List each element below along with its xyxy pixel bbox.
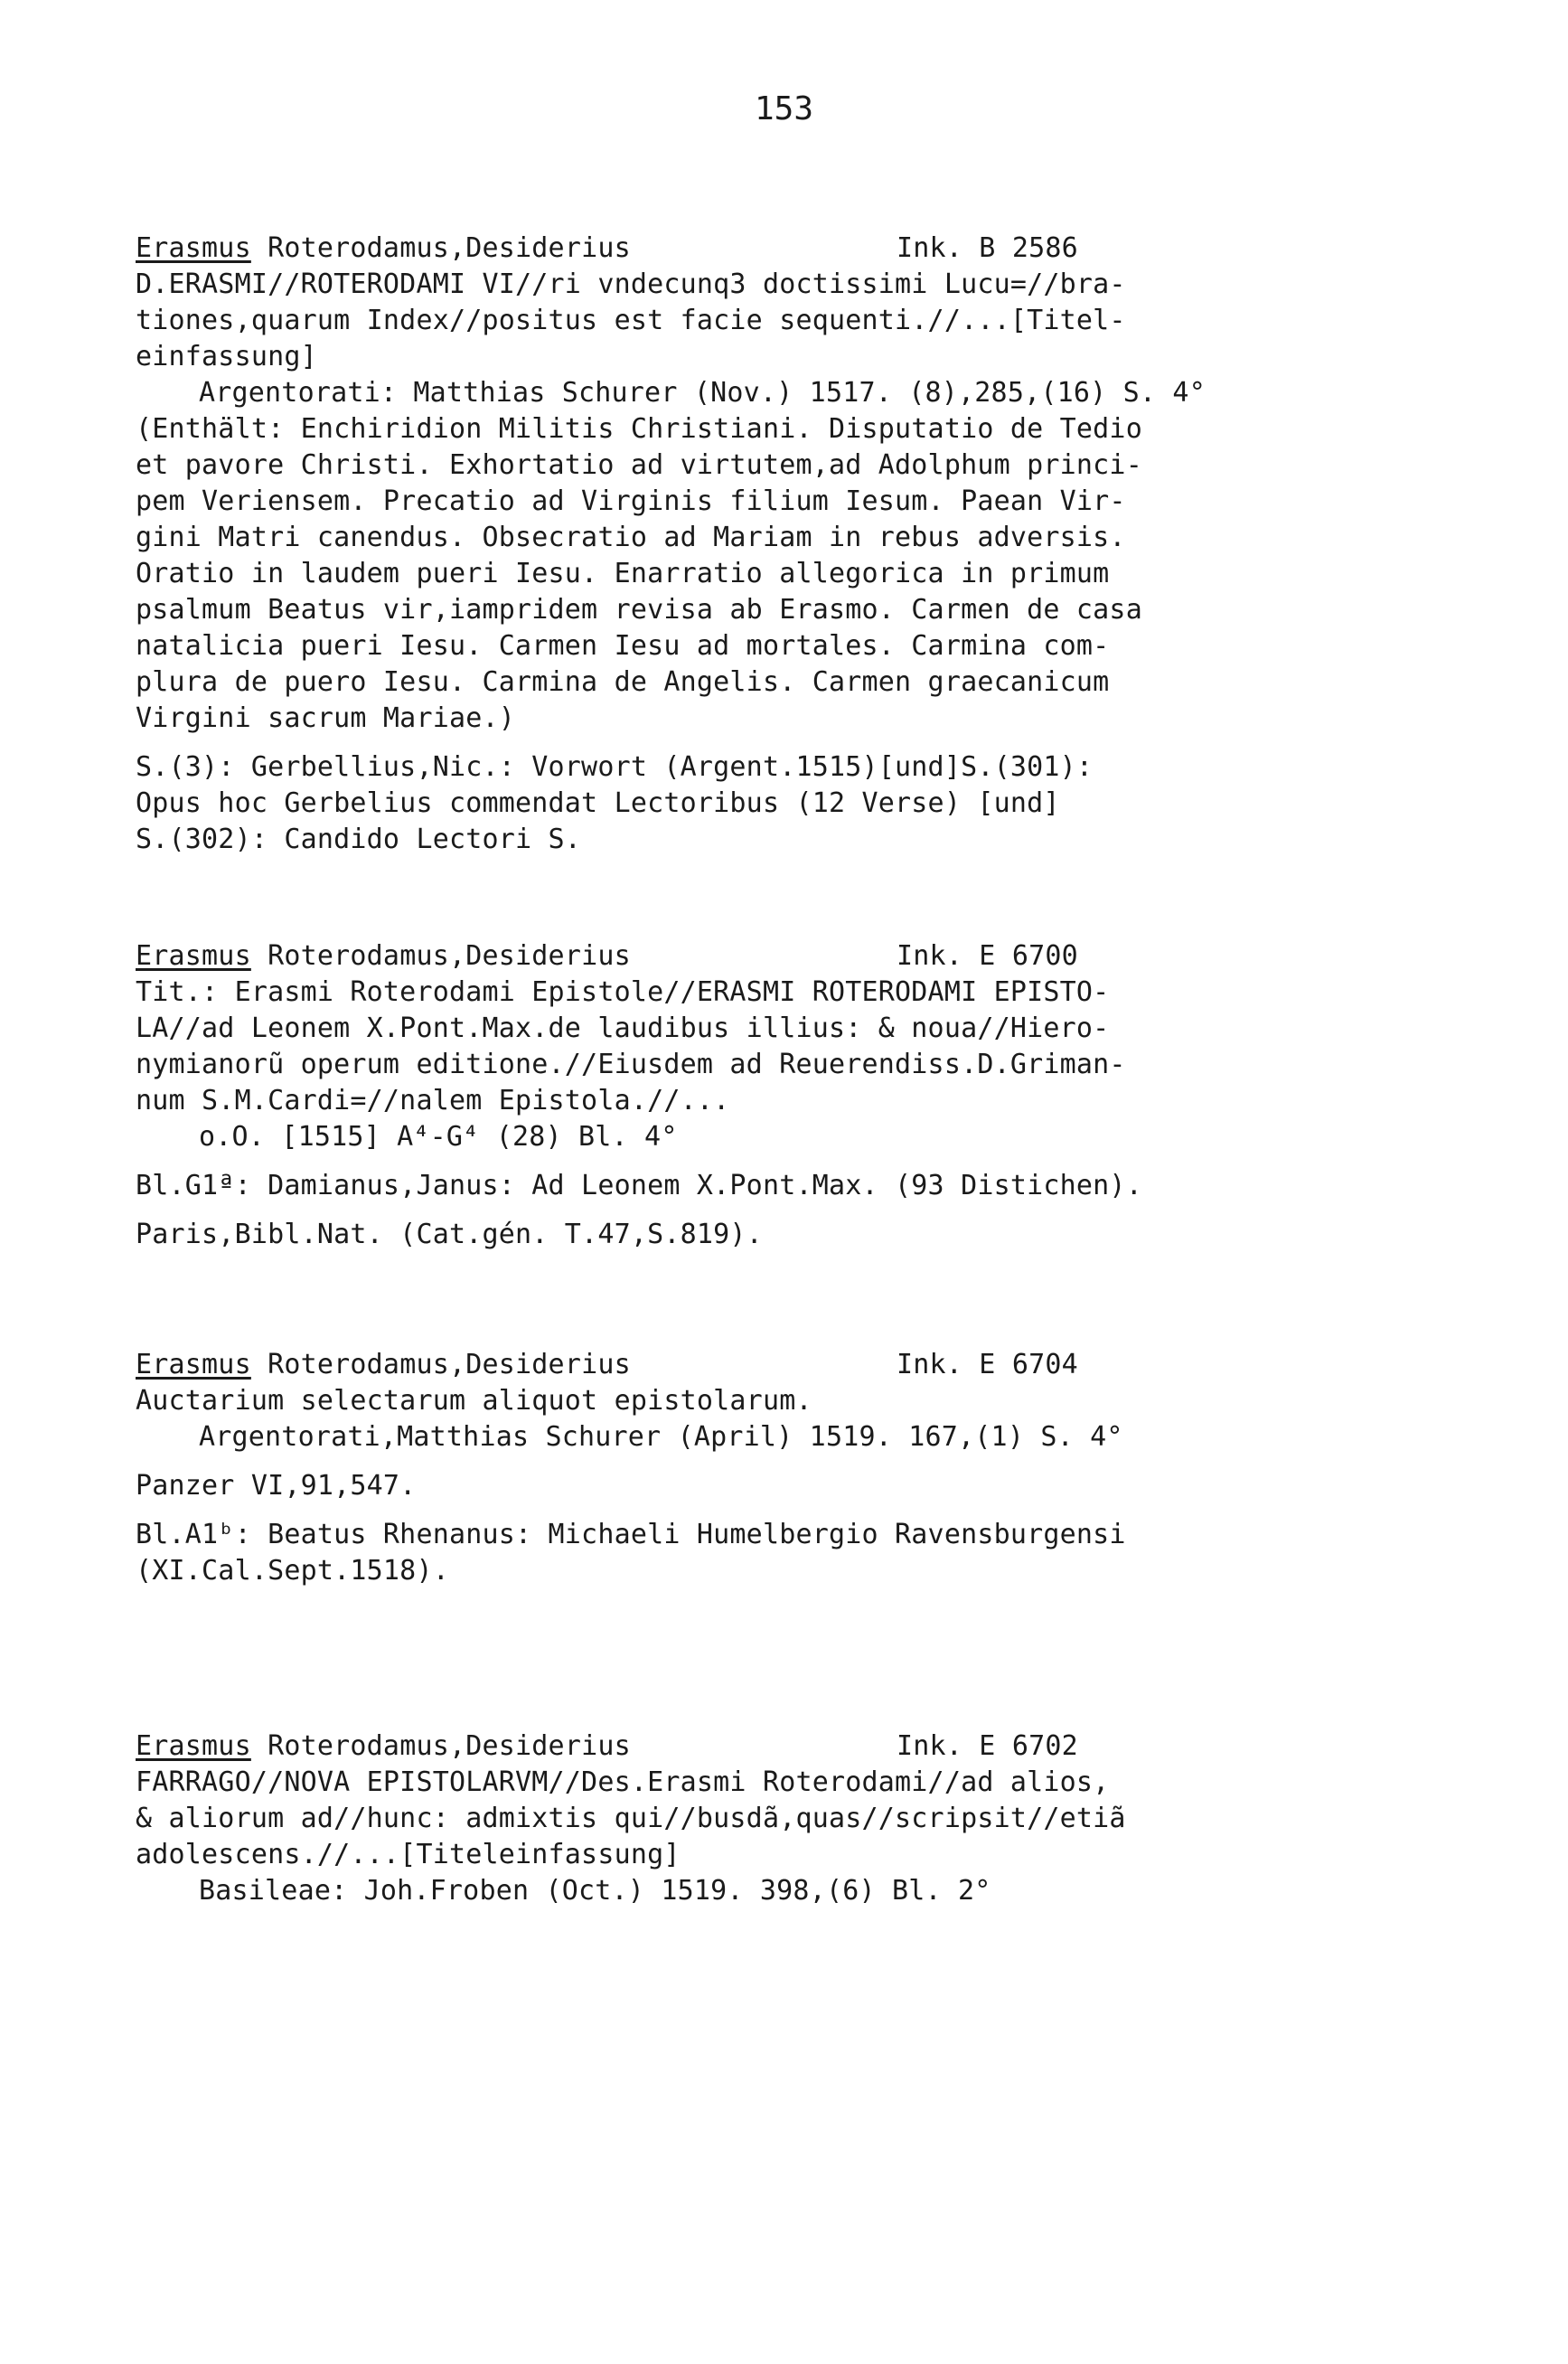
catalog-entry	[136, 938, 1338, 1253]
text-line: LA//ad Leonem X.Pont.Max.de laudibus illius: & noua//Hiero-	[136, 1012, 1110, 1044]
text-line: Opus hoc Gerbelius commendat Lectoribus (12 Verse) [und]	[136, 787, 1060, 819]
shelfmark: Ink. E 6702	[897, 1730, 1078, 1762]
text-line: pem Veriensem. Precatio ad Virginis filium Iesum. Paean Vir-	[136, 485, 1126, 517]
author-name	[136, 1728, 897, 1765]
text-line: gini Matri canendus. Obsecratio ad Mariam in rebus adversis.	[136, 522, 1126, 553]
author-surname: Erasmus	[136, 940, 251, 972]
text-line: Paris,Bibl.Nat. (Cat.gén. T.47,S.819).	[136, 1219, 763, 1250]
text-line: Panzer VI,91,547.	[136, 1470, 417, 1502]
imprint-line: Basileae: Joh.Froben (Oct.) 1519. 398,(6) Bl. 2°	[199, 1875, 991, 1907]
text-line: Auctarium selectarum aliquot epistolarum.	[136, 1385, 812, 1417]
author-name	[136, 938, 897, 975]
text-line: (XI.Cal.Sept.1518).	[136, 1555, 449, 1587]
text-line: plura de puero Iesu. Carmina de Angelis. Carmen graecanicum	[136, 666, 1110, 698]
shelfmark: Ink. E 6704	[897, 1349, 1078, 1380]
entry-header	[136, 231, 1338, 267]
author-forename: Roterodamus,Desiderius	[250, 232, 631, 264]
author-surname: Erasmus	[136, 232, 251, 264]
text-line: FARRAGO//NOVA EPISTOLARVM//Des.Erasmi Roterodami//ad alios,	[136, 1766, 1110, 1798]
text-line: adolescens.//...[Titeleinfassung]	[136, 1839, 681, 1870]
text-line: Oratio in laudem pueri Iesu. Enarratio allegorica in primum	[136, 558, 1110, 589]
text-line: S.(3): Gerbellius,Nic.: Vorwort (Argent.1515)[und]S.(301):	[136, 751, 1094, 783]
entry-header	[136, 1347, 1338, 1383]
imprint-line: o.O. [1515] A⁴-G⁴ (28) Bl. 4°	[199, 1121, 678, 1153]
catalog-entry	[136, 231, 1338, 858]
text-line: Bl.A1ᵇ: Beatus Rhenanus: Michaeli Humelbergio Ravensburgensi	[136, 1519, 1126, 1550]
page-number: 153	[754, 90, 814, 127]
text-line: natalicia pueri Iesu. Carmen Iesu ad mortales. Carmina com-	[136, 630, 1110, 662]
author-name	[136, 231, 897, 267]
text-line: et pavore Christi. Exhortatio ad virtutem,ad Adolphum princi-	[136, 449, 1142, 481]
author-surname: Erasmus	[136, 1349, 251, 1380]
text-line: psalmum Beatus vir,iampridem revisa ab Erasmo. Carmen de casa	[136, 594, 1142, 626]
text-line: num S.M.Cardi=//nalem Epistola.//...	[136, 1085, 730, 1116]
shelfmark: Ink. E 6700	[897, 940, 1078, 972]
author-forename: Roterodamus,Desiderius	[250, 1730, 631, 1762]
text-line: nymianorũ operum editione.//Eiusdem ad Reuerendiss.D.Griman-	[136, 1049, 1126, 1080]
imprint-line: Argentorati: Matthias Schurer (Nov.) 1517. (8),285,(16) S. 4°	[199, 377, 1206, 409]
catalog-entry	[136, 1728, 1338, 1909]
entry-header	[136, 1728, 1338, 1765]
text-line: Bl.G1ª: Damianus,Janus: Ad Leonem X.Pont.Max. (93 Distichen).	[136, 1170, 1142, 1201]
text-line: einfassung]	[136, 341, 317, 372]
text-line: S.(302): Candido Lectori S.	[136, 824, 582, 855]
text-line: Tit.: Erasmi Roterodami Epistole//ERASMI ROTERODAMI EPISTO-	[136, 976, 1110, 1008]
text-line: tiones,quarum Index//positus est facie sequenti.//...[Titel-	[136, 305, 1126, 336]
text-line: (Enthält: Enchiridion Militis Christiani. Disputatio de Tedio	[136, 413, 1142, 445]
author-forename: Roterodamus,Desiderius	[250, 1349, 631, 1380]
catalog-entry	[136, 1347, 1338, 1589]
text-line: & aliorum ad//hunc: admixtis qui//busdã,quas//scripsit//etiã	[136, 1803, 1126, 1834]
text-line: Virgini sacrum Mariae.)	[136, 702, 516, 734]
entry-header	[136, 938, 1338, 975]
author-surname: Erasmus	[136, 1730, 251, 1762]
author-name	[136, 1347, 897, 1383]
imprint-line: Argentorati,Matthias Schurer (April) 1519. 167,(1) S. 4°	[199, 1421, 1123, 1453]
shelfmark: Ink. B 2586	[897, 232, 1078, 264]
author-forename: Roterodamus,Desiderius	[250, 940, 631, 972]
text-line: D.ERASMI//ROTERODAMI VI//ri vndecunq3 doctissimi Lucu=//bra-	[136, 268, 1126, 300]
